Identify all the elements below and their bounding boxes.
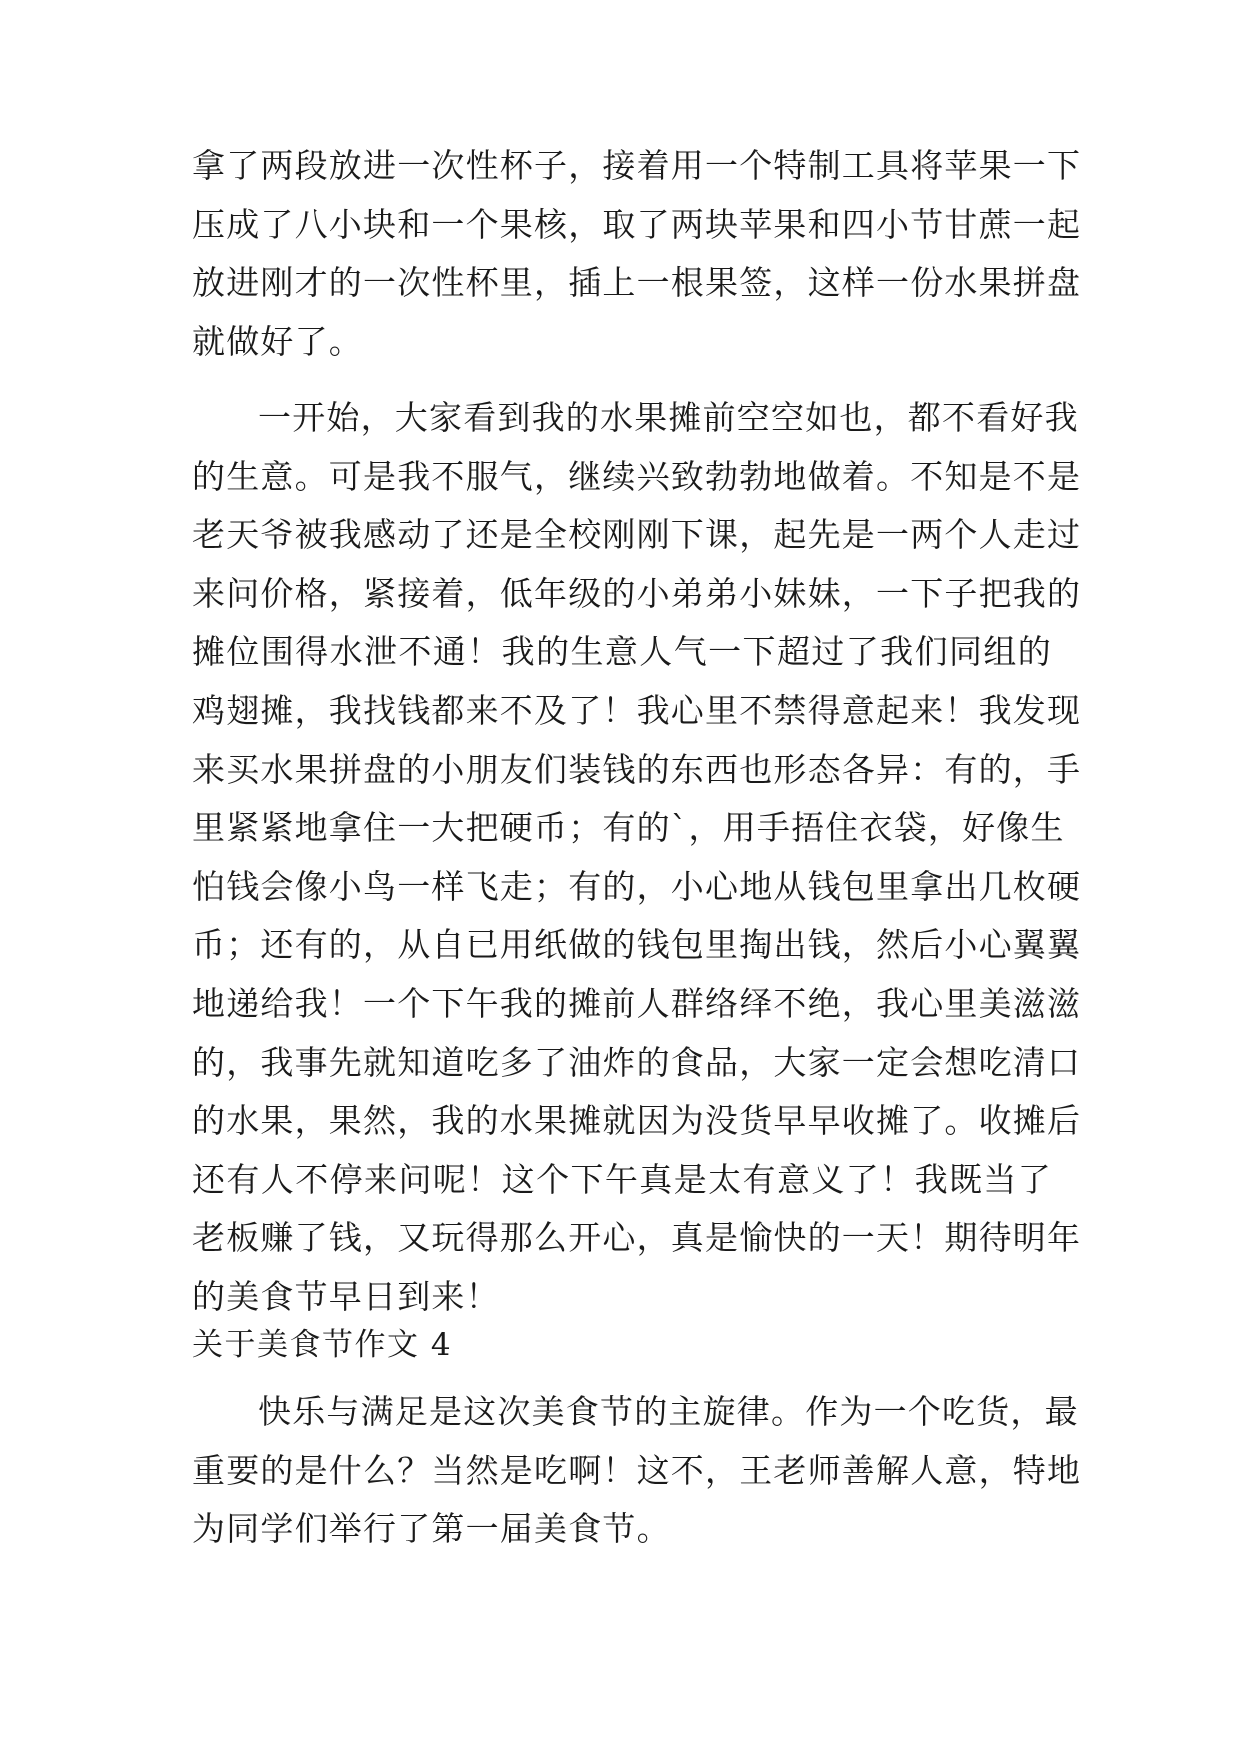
paragraph-line: 摊位围得水泄不通！我的生意人气一下超过了我们同组的	[192, 632, 1052, 672]
paragraph-line: 放进刚才的一次性杯里，插上一根果签，这样一份水果拼盘	[192, 263, 1082, 303]
paragraph-line: 怕钱会像小鸟一样飞走；有的，小心地从钱包里拿出几枚硬	[192, 866, 1082, 906]
paragraph-line: 老板赚了钱，又玩得那么开心，真是愉快的一天！期待明年	[192, 1218, 1082, 1258]
paragraph-line: 地递给我！一个下午我的摊前人群络绎不绝，我心里美滋滋	[192, 983, 1082, 1023]
section-heading-block	[192, 1316, 1052, 1375]
paragraph-line: 的美食节早日到来！	[192, 1276, 500, 1316]
paragraph-line: 拿了两段放进一次性杯子，接着用一个特制工具将苹果一下	[192, 146, 1082, 185]
paragraph-line: 币；还有的，从自已用纸做的钱包里掏出钱，然后小心翼翼	[192, 925, 1082, 965]
paragraph-3	[192, 1383, 1082, 1559]
paragraph-line: 重要的是什么？当然是吃啊！这不，王老师善解人意，特地	[192, 1450, 1082, 1490]
paragraph-line: 鸡翅摊，我找钱都来不及了！我心里不禁得意起来！我发现	[192, 690, 1082, 730]
paragraph-line: 为同学们举行了第一届美食节。	[192, 1509, 671, 1549]
paragraph-1	[192, 137, 1082, 371]
paragraph-line: 压成了八小块和一个果核，取了两块苹果和四小节甘蔗一起	[192, 204, 1082, 244]
paragraph-line: 就做好了。	[192, 321, 363, 361]
paragraph-line: 的生意。可是我不服气，继续兴致勃勃地做着。不知是不是	[192, 456, 1082, 496]
paragraph-line: 来买水果拼盘的小朋友们装钱的东西也形态各异：有的，手	[192, 749, 1082, 789]
paragraph-line: 来问价格，紧接着，低年级的小弟弟小妹妹，一下子把我的	[192, 573, 1082, 613]
paragraph-line: 还有人不停来问呢！这个下午真是太有意义了！我既当了	[192, 1159, 1052, 1199]
section-heading: 关于美食节作文 4	[192, 1327, 453, 1363]
paragraph-line: 快乐与满足是这次美食节的主旋律。作为一个吃货，最	[258, 1392, 1079, 1431]
paragraph-line: 的，我事先就知道吃多了油炸的食品，大家一定会想吃清口	[192, 1042, 1082, 1082]
paragraph-line: 的水果，果然，我的水果摊就因为没货早早收摊了。收摊后	[192, 1101, 1082, 1141]
paragraph-line: 老天爷被我感动了还是全校刚刚下课，起先是一两个人走过	[192, 515, 1082, 555]
paragraph-line: 一开始，大家看到我的水果摊前空空如也，都不看好我	[258, 398, 1079, 437]
paragraph-line: 里紧紧地拿住一大把硬币；有的`，用手捂住衣袋，好像生	[192, 808, 1065, 848]
paragraph-2	[192, 389, 1082, 1327]
